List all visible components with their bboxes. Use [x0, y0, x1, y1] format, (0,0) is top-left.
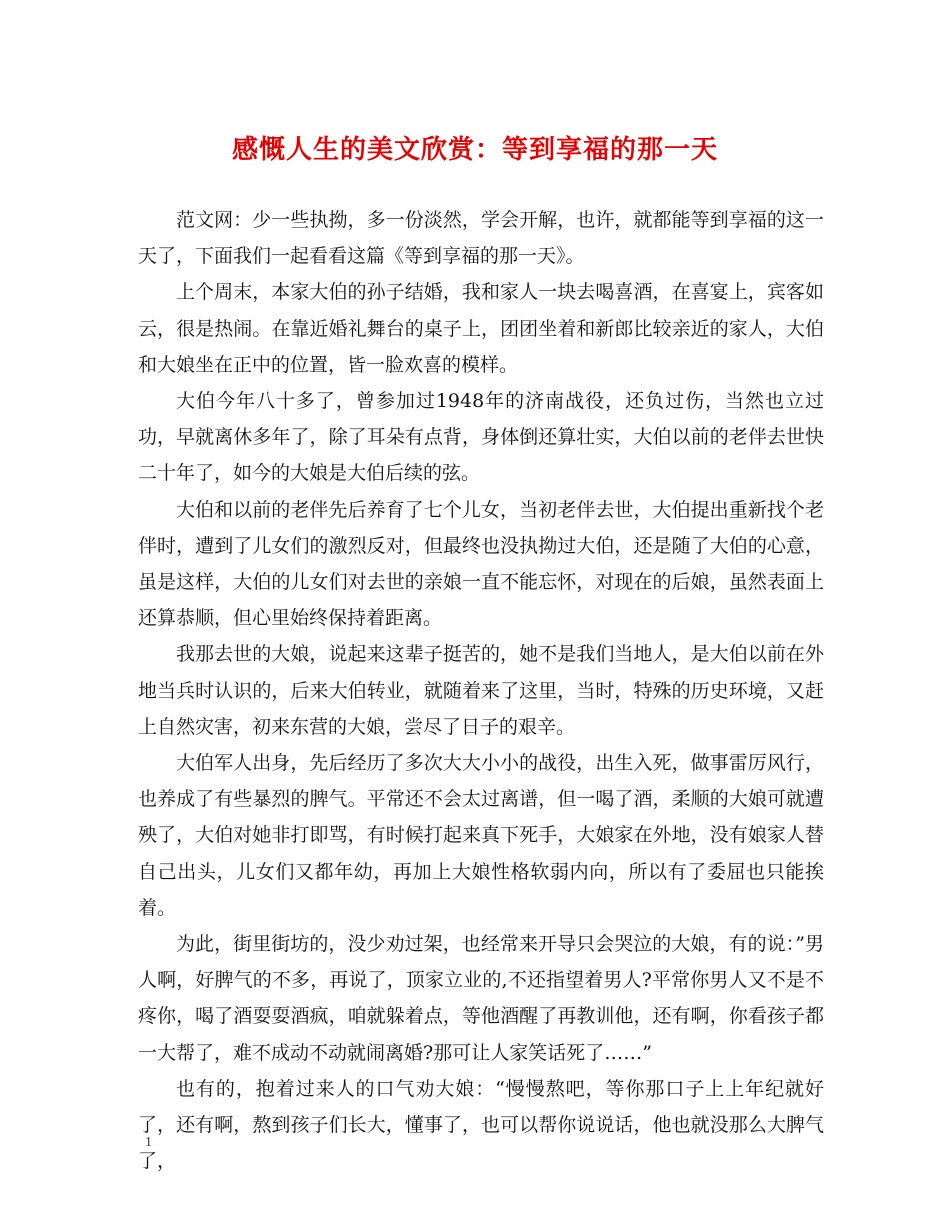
- paragraph: 上个周末，本家大伯的孙子结婚，我和家人一块去喝喜酒，在喜宴上，宾客如云，很是热闹。在靠近婚礼舞台的桌子上，团团坐着和新郎比较亲近的家人，大伯和大娘坐在正中的位置，皆一脸欢喜的模样。: [138, 281, 824, 376]
- paragraph: 大伯今年八十多了，曾参加过1948年的济南战役，还负过伤，当然也立过功，早就离休多年了，除了耳朵有点背，身体倒还算壮实，大伯以前的老伴去世快二十年了，如今的大娘是大伯后续的弦。: [138, 390, 824, 485]
- paragraph: 大伯军人出身，先后经历了多次大大小小的战役，出生入死，做事雷厉风行，也养成了有些暴烈的脾气。平常还不会太过离谱，但一喝了酒，柔顺的大娘可就遭殃了，大伯对她非打即骂，有时候打起来真下死手，大娘家在外地，没有娘家人替自己出头，儿女们又都年幼，再加上大娘性格软弱内向，所以有了委屈也只能挨着。: [138, 752, 824, 919]
- document-body: [138, 202, 824, 1179]
- page-number: 1: [145, 1135, 152, 1150]
- paragraph: 我那去世的大娘，说起来这辈子挺苦的，她不是我们当地人，是大伯以前在外地当兵时认识的，后来大伯转业，就随着来了这里，当时，特殊的历史环境，又赶上自然灾害，初来东营的大娘，尝尽了日子的艰辛。: [138, 643, 824, 738]
- paragraph: 为此，街里街坊的，没少劝过架，也经常来开导只会哭泣的大娘，有的说：”男人啊，好脾气的不多，再说了，顶家立业的,不还指望着男人?平常你男人又不是不疼你，喝了酒耍耍酒疯，咱就躲着点，等他酒醒了再教训他，还有啊，你看孩子都一大帮了，难不成动不动就闹离婚?那可让人家笑话死了……”: [138, 933, 824, 1064]
- document-title: 感慨人生的美文欣赏：等到享福的那一天: [231, 135, 718, 165]
- paragraph: 也有的，抱着过来人的口气劝大娘：“慢慢熬吧，等你那口子上上年纪就好了，还有啊，熬到孩子们长大，懂事了，也可以帮你说说话，他也就没那么大脾气了，: [138, 1077, 824, 1173]
- paragraph: 大伯和以前的老伴先后养育了七个儿女，当初老伴去世，大伯提出重新找个老伴时，遭到了儿女们的激烈反对，但最终也没执拗过大伯，还是随了大伯的心意，虽是这样，大伯的儿女们对去世的亲娘一直不能忘怀，对现在的后娘，虽然表面上还算恭顺，但心里始终保持着距离。: [138, 498, 824, 630]
- paragraph: 范文网：少一些执拗，多一份淡然，学会开解，也许，就都能等到享福的这一天了，下面我们一起看看这篇《等到享福的那一天》。: [138, 209, 824, 268]
